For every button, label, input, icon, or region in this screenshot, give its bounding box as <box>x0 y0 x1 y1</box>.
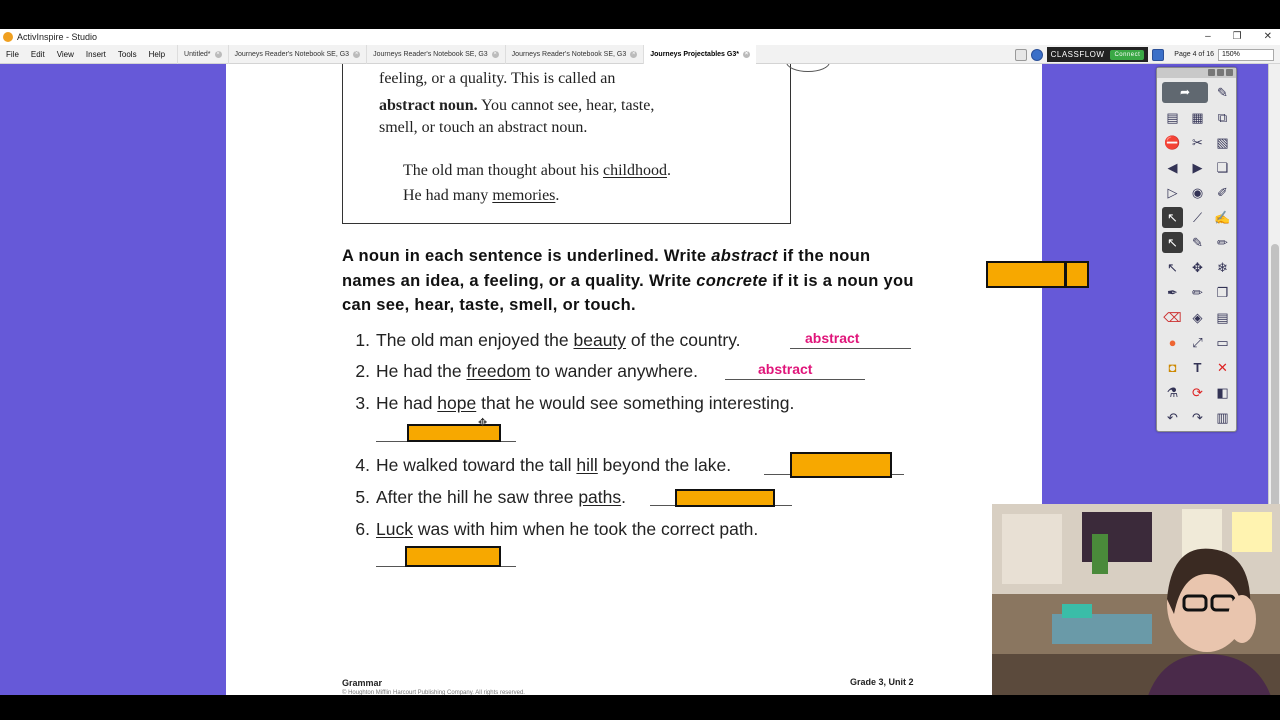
webcam-overlay <box>992 504 1280 720</box>
page-copy-icon[interactable]: ❏ <box>1216 160 1229 175</box>
previous-page-icon[interactable]: ◀ <box>1167 160 1178 175</box>
menu-help[interactable]: Help <box>148 49 166 59</box>
shopping-bag-icon[interactable]: ◧ <box>1216 385 1229 400</box>
menu-view[interactable]: View <box>56 49 74 59</box>
footer-subject: Grammar <box>342 678 383 688</box>
copy-icon[interactable]: ❐ <box>1216 285 1229 300</box>
magic-wand-icon[interactable]: ✎ <box>1217 85 1228 100</box>
example-sentence: The old man thought about his childhood. <box>403 162 671 179</box>
question-4: 4. He walked toward the tall hill beyond the lake. <box>355 455 732 475</box>
classflow-label: CLASSFLOW <box>1050 50 1105 59</box>
tab-close-icon[interactable]: × <box>354 50 359 57</box>
main-toolbox <box>1156 67 1237 432</box>
tab-readers-notebook-2[interactable]: Journeys Reader's Notebook SE, G3 × <box>366 45 505 64</box>
pen-slash-icon[interactable]: ⟋ <box>1192 210 1203 225</box>
highlighter-icon[interactable]: ✏ <box>1192 285 1203 300</box>
camera-icon[interactable]: ◘ <box>1168 360 1177 375</box>
select-tool-2-icon[interactable]: ↖ <box>1162 232 1183 253</box>
circled-mark-decoration <box>786 64 830 72</box>
tab-close-icon[interactable]: × <box>744 50 749 57</box>
zoom-select[interactable]: 150% <box>1218 49 1274 61</box>
flask-icon[interactable]: ⚗ <box>1166 385 1179 400</box>
pen-tool-icon[interactable]: ✒ <box>1167 285 1178 300</box>
delete-icon[interactable]: ✕ <box>1217 360 1228 375</box>
footer-copyright: © Houghton Mifflin Harcourt Publishing Company. All rights reserved. <box>342 690 525 695</box>
fill-icon[interactable]: ◈ <box>1192 310 1203 325</box>
answer-text[interactable]: abstract <box>758 361 813 377</box>
marquee-tool-icon[interactable]: ✥ <box>1192 260 1203 275</box>
tab-projectables[interactable]: Journeys Projectables G3* × <box>643 45 756 64</box>
notes-icon[interactable]: ▥ <box>1216 410 1229 425</box>
clipboard-icon[interactable]: ▦ <box>1191 110 1204 125</box>
flipchart-page <box>226 64 1042 695</box>
desktop-globe-icon[interactable]: ◉ <box>1191 185 1204 200</box>
question-1: 1. The old man enjoyed the beauty of the country. <box>355 330 741 350</box>
desktop-annotate-icon[interactable]: ✐ <box>1217 185 1228 200</box>
answer-line <box>790 348 911 349</box>
menu-bar <box>0 45 1280 64</box>
tab-close-icon[interactable]: × <box>493 50 497 57</box>
window-title: ActivInspire - Studio <box>17 32 98 42</box>
question-2: 2. He had the freedom to wander anywhere. <box>355 361 699 381</box>
classflow-connect-button[interactable]: Connect <box>1110 50 1144 60</box>
next-page-icon[interactable]: ▶ <box>1192 160 1203 175</box>
page-browser-tool-icon[interactable]: ▤ <box>1166 110 1179 125</box>
document-icon[interactable]: ▤ <box>1216 310 1229 325</box>
toolbox-minimize-icon[interactable] <box>1208 69 1215 76</box>
classflow-bar <box>1047 47 1149 62</box>
answer-cover-block[interactable] <box>790 452 892 478</box>
shape-icon[interactable]: ● <box>1168 335 1177 350</box>
answer-line <box>725 379 865 380</box>
undo-icon[interactable]: ↶ <box>1167 410 1178 425</box>
highlighter-tool-icon[interactable]: ✏ <box>1217 235 1228 250</box>
move-cursor-icon: ✥ <box>478 417 488 429</box>
eraser-icon[interactable]: ⌫ <box>1163 310 1182 325</box>
redo-icon[interactable]: ↷ <box>1192 410 1203 425</box>
toolbox-close-icon[interactable] <box>1226 69 1233 76</box>
question-5: 5. After the hill he saw three paths. <box>355 487 627 507</box>
text-tool-icon[interactable]: T <box>1193 360 1202 375</box>
tools-icon[interactable]: ✂ <box>1192 135 1203 150</box>
share-tool-icon[interactable]: ➦ <box>1162 82 1208 103</box>
tab-close-icon[interactable]: × <box>631 50 636 57</box>
help-globe-icon[interactable] <box>1031 49 1043 61</box>
floating-cover-block[interactable] <box>986 261 1089 288</box>
tab-readers-notebook-3[interactable]: Journeys Reader's Notebook SE, G3 × <box>505 45 644 64</box>
browser-icon[interactable] <box>1015 49 1027 61</box>
menu-insert[interactable]: Insert <box>85 49 106 59</box>
rule-line: smell, or touch an abstract noun. <box>379 119 588 136</box>
menu-tools[interactable]: Tools <box>117 49 137 59</box>
close-button[interactable]: ✕ <box>1263 31 1272 42</box>
answer-cover-block[interactable] <box>675 489 775 507</box>
directions: A noun in each sentence is underlined. Write abstract if the noun names an idea, a feeling, or a quality. Write concrete if it is a noun you can see, hear, taste, smell, or touch. <box>342 247 914 314</box>
example-sentence: He had many memories. <box>403 187 560 204</box>
menu-file[interactable]: File <box>6 49 19 59</box>
title-bar <box>0 29 1280 45</box>
question-3: 3. He had hope that he would see something interesting. <box>355 393 795 413</box>
page-browser-icon[interactable] <box>1152 49 1164 61</box>
select-tool-icon[interactable]: ↖ <box>1162 207 1183 228</box>
tab-readers-notebook-1[interactable]: Journeys Reader's Notebook SE, G3 × <box>228 45 367 64</box>
letterbox-bottom <box>0 695 1280 720</box>
folder-icon[interactable]: ▭ <box>1216 335 1229 350</box>
pointer-icon[interactable]: ↖ <box>1167 260 1178 275</box>
minimize-button[interactable]: – <box>1205 31 1211 42</box>
question-6: 6. Luck was with him when he took the correct path. <box>355 519 759 539</box>
screen-shade-icon[interactable]: ▧ <box>1216 135 1229 150</box>
webcam-scene <box>992 504 1280 720</box>
tab-close-icon[interactable]: × <box>216 50 220 57</box>
edit-page-icon[interactable]: ⧉ <box>1217 110 1228 125</box>
activinspire-logo-icon <box>3 32 13 42</box>
snowflake-icon[interactable]: ❄ <box>1217 260 1228 275</box>
rule-line: abstract noun. You cannot see, hear, taste, <box>379 97 655 114</box>
page-indicator: Page 4 of 16 <box>1174 51 1214 58</box>
rule-line: feeling, or a quality. This is called an <box>379 70 616 87</box>
pen-icon[interactable]: ✎ <box>1192 235 1203 250</box>
menu-edit[interactable]: Edit <box>30 49 45 59</box>
play-icon[interactable]: ▷ <box>1167 185 1178 200</box>
answer-cover-block[interactable] <box>405 546 501 567</box>
reset-icon[interactable]: ⟳ <box>1192 385 1203 400</box>
letterbox-top <box>0 0 1280 29</box>
connector-icon[interactable]: ⤢ <box>1192 335 1203 350</box>
footer-grade: Grade 3, Unit 2 <box>850 677 914 687</box>
no-entry-icon[interactable]: ⛔ <box>1164 135 1181 150</box>
tab-untitled[interactable]: Untitled* × <box>177 45 227 64</box>
answer-text[interactable]: abstract <box>805 330 860 346</box>
magic-ink-icon[interactable]: ✍ <box>1214 210 1231 225</box>
toolbox-pin-icon[interactable] <box>1217 69 1224 76</box>
restore-button[interactable]: ❐ <box>1232 31 1242 42</box>
rule-box <box>342 64 791 224</box>
